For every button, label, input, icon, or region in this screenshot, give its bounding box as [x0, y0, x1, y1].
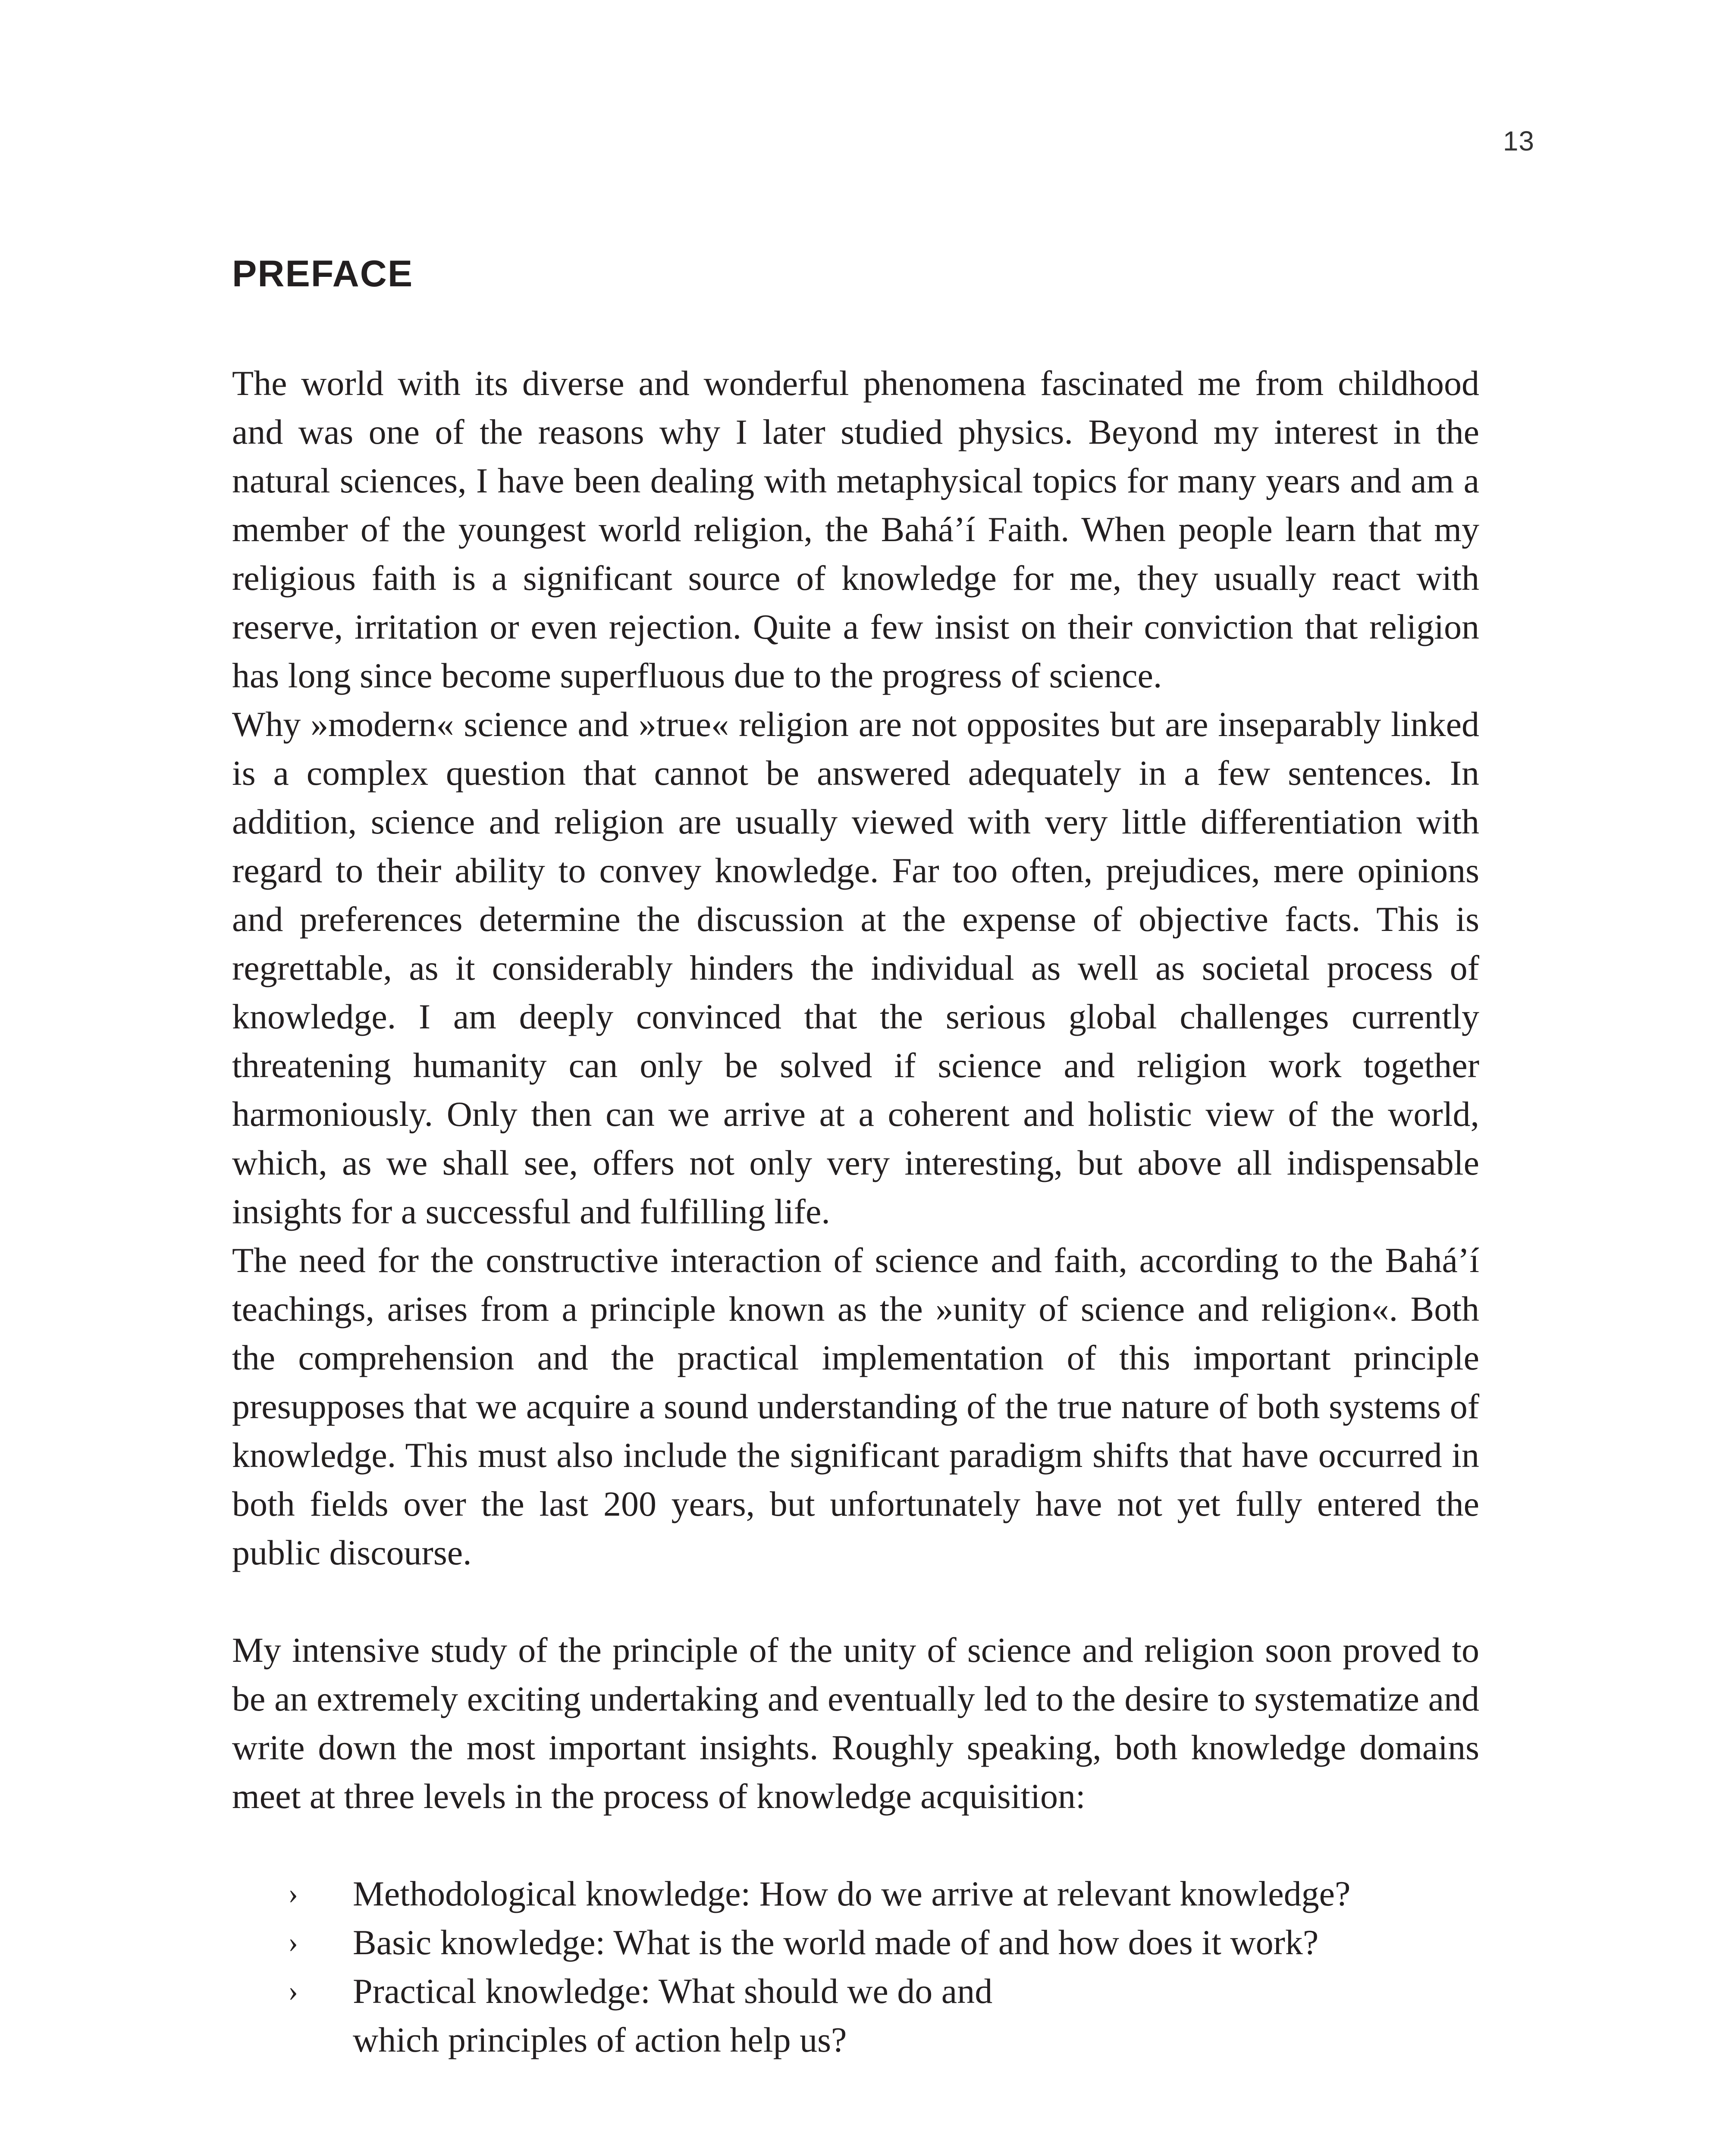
- bullet-marker: ›: [288, 1974, 298, 2008]
- list-item: [232, 1869, 1479, 1918]
- list-item: [232, 1918, 1479, 1967]
- page-number: 13: [1503, 125, 1534, 157]
- list-item-text: Basic knowledge: What is the world made of and how does it work?: [353, 1923, 1319, 1962]
- paragraph-1: The world with its diverse and wonderful phenomena fascinated me from childhood and was one of the reasons why I later studied physics. Beyond my interest in the natural sciences, I have been dealing with metaphysical topics for many years and am a member of the youngest world religion, the Bahá’í Faith. When people learn that my religious faith is a significant source of knowledge for me, they usually react with reserve, irritation or even rejection. Quite a few insist on their conviction that religion has long since become superfluous due to the progress of science.: [232, 364, 1479, 695]
- section-heading: PREFACE: [232, 253, 414, 295]
- paragraph-2: Why »modern« science and »true« religion are not opposites but are inseparably linked is a complex question that cannot be answered adequately in a few sentences. In addition, science and religion are usually viewed with very little differentiation with regard to their ability to convey knowledge. Far too often, prejudices, mere opinions and preferences determine the discussion at the expense of objective facts. This is regrettable, as it considerably hinders the individual as well as societal process of knowledge. I am deeply convinced that the serious global challenges currently threatening humanity can only be solved if science and religion work together harmoniously. Only then can we arrive at a coherent and holistic view of the world, which, as we shall see, offers not only very interesting, but above all indispensable insights for a successful and fulfilling life.: [232, 705, 1479, 1231]
- bullet-marker: ›: [288, 1877, 298, 1910]
- paragraph-3: The need for the constructive interaction of science and faith, according to the Bahá’í teachings, arises from a principle known as the »unity of science and religion«. Both the comprehension and the practical implementation of this important principle presupposes that we acquire a sound understanding of the true nature of both systems of knowledge. This must also include the significant paradigm shifts that have occurred in both fields over the last 200 years, but unfortunately have not yet fully entered the public discourse.: [232, 1241, 1479, 1572]
- list-item-text-continued: which principles of action help us?: [353, 2020, 847, 2059]
- body-text: [232, 359, 1479, 2064]
- list-item-text: Methodological knowledge: How do we arrive at relevant knowledge?: [353, 1874, 1351, 1913]
- bullet-marker: ›: [288, 1926, 298, 1959]
- list-item-text: Practical knowledge: What should we do and: [353, 1971, 993, 2011]
- paragraph-4: My intensive study of the principle of the unity of science and religion soon proved to be an extremely exciting undertaking and eventually led to the desire to systematize and write down the most important insights. Roughly speaking, both knowledge domains meet at three levels in the process of knowledge acquisition:: [232, 1630, 1479, 1816]
- list-item: [232, 1967, 1479, 2064]
- bullet-list: [232, 1869, 1479, 2064]
